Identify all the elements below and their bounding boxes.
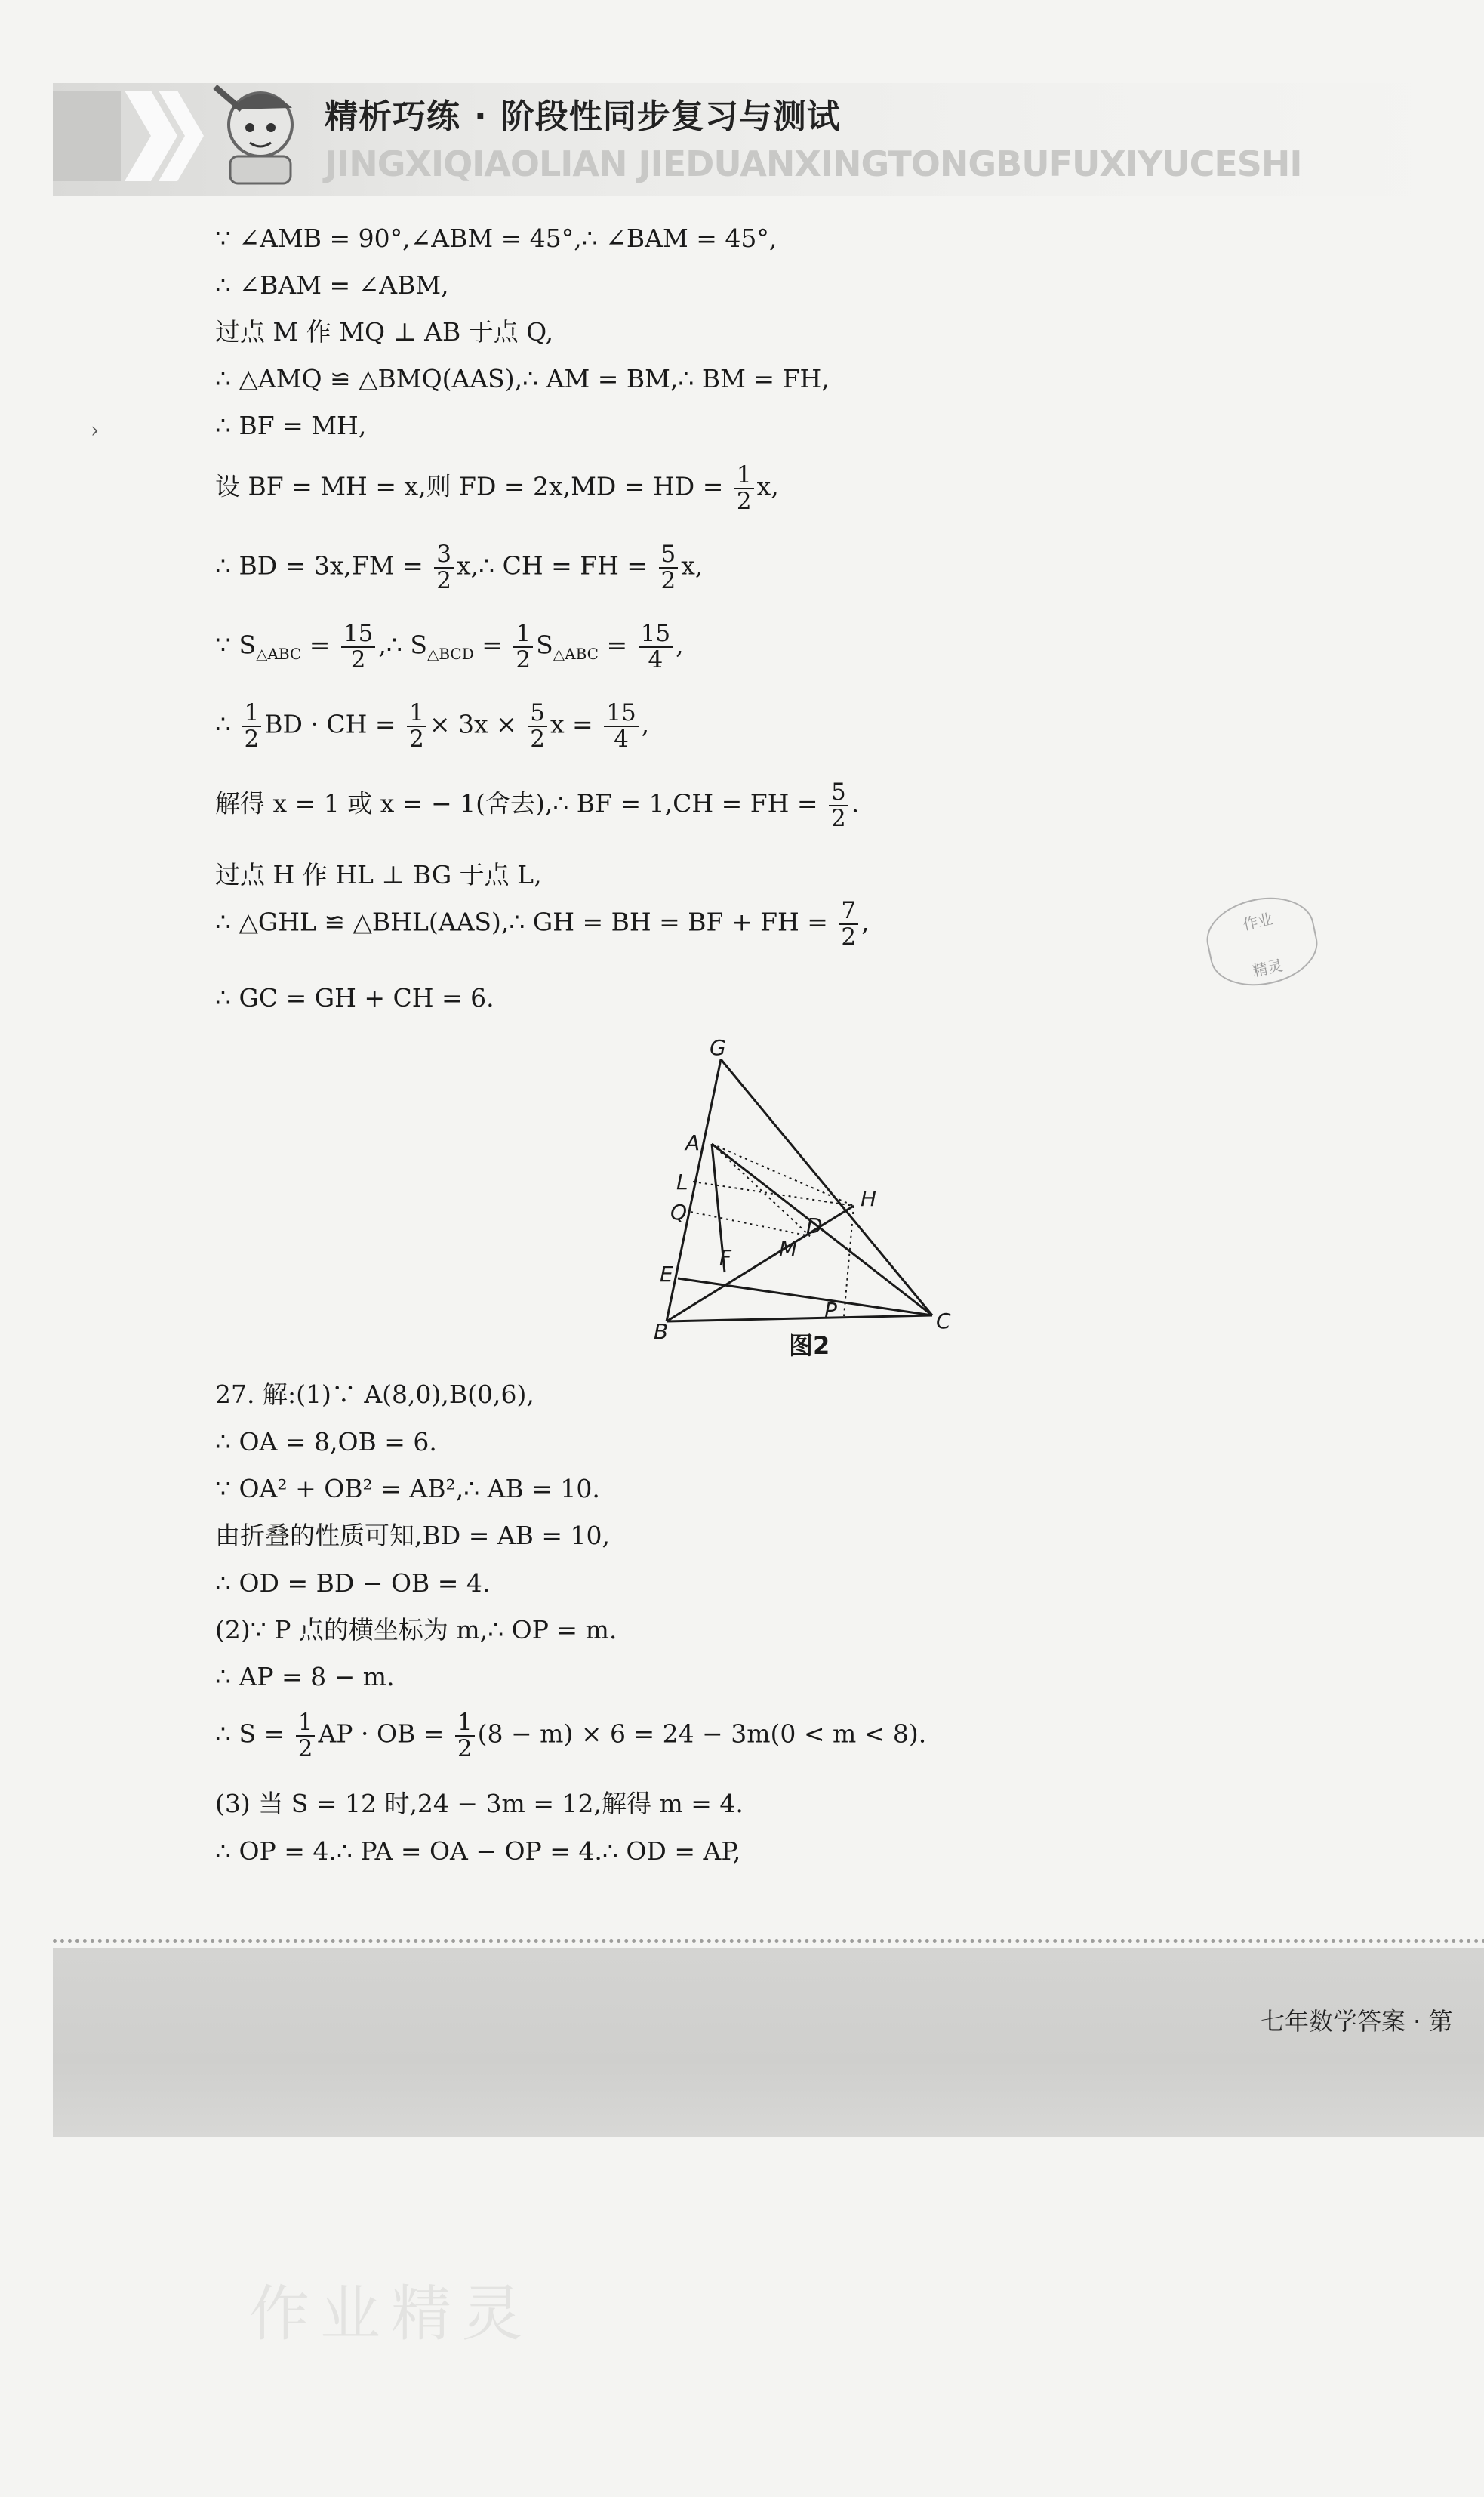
fraction-denominator: 2 bbox=[516, 646, 531, 674]
fraction-denominator: 2 bbox=[457, 1734, 473, 1762]
geometry-figure bbox=[649, 1031, 966, 1355]
dotted-AH bbox=[712, 1144, 854, 1206]
point-label-E: E bbox=[660, 1262, 673, 1287]
fraction bbox=[528, 701, 547, 751]
fraction-denominator: 2 bbox=[831, 804, 846, 832]
header-pinyin: JINGXIQIAOLIAN JIEDUANXINGTONGBUFUXIYUCESHI bbox=[325, 143, 1302, 184]
fraction-numerator: 15 bbox=[341, 621, 375, 648]
figure-caption: 图2 bbox=[789, 1331, 830, 1360]
segment-BC bbox=[667, 1315, 932, 1321]
text-segment: ,∴ S bbox=[378, 630, 427, 660]
solution-line bbox=[215, 621, 684, 672]
text-segment: = bbox=[598, 630, 628, 660]
text-segment: ∴ bbox=[215, 709, 231, 739]
solution-line: 27. 解:(1)∵ A(8,0),B(0,6), bbox=[215, 1380, 534, 1409]
fraction-numerator: 5 bbox=[659, 542, 679, 569]
point-label-G: G bbox=[710, 1035, 726, 1060]
fraction-numerator: 15 bbox=[639, 621, 673, 648]
text-segment: x, bbox=[756, 471, 779, 501]
text-segment: BD · CH = bbox=[264, 709, 396, 739]
margin-mark: › bbox=[91, 418, 100, 442]
solution-line: ∵ ∠AMB = 90°,∠ABM = 45°,∴ ∠BAM = 45°, bbox=[215, 223, 777, 253]
stamp-top-text: 作业 bbox=[1241, 909, 1275, 934]
point-label-A: A bbox=[685, 1130, 700, 1155]
fraction bbox=[242, 701, 262, 751]
fraction-numerator: 1 bbox=[242, 701, 262, 727]
fraction-numerator: 15 bbox=[604, 701, 638, 727]
fraction bbox=[407, 701, 426, 751]
text-segment: x, bbox=[681, 550, 704, 581]
point-label-L: L bbox=[676, 1170, 688, 1195]
text-segment: ∵ S bbox=[215, 630, 257, 660]
solution-line bbox=[215, 1710, 926, 1761]
fraction-numerator: 1 bbox=[296, 1710, 316, 1737]
solution-line: 由折叠的性质可知,BD = AB = 10, bbox=[215, 1521, 611, 1550]
fraction-denominator: 2 bbox=[530, 725, 545, 753]
fraction-denominator: 2 bbox=[409, 725, 424, 753]
fraction-numerator: 7 bbox=[839, 899, 858, 925]
text-segment: S bbox=[536, 630, 553, 660]
point-label-D: D bbox=[806, 1213, 823, 1238]
fraction bbox=[839, 899, 858, 949]
point-label-M: M bbox=[779, 1236, 798, 1261]
fraction-denominator: 2 bbox=[297, 1734, 313, 1762]
text-segment: . bbox=[851, 788, 860, 818]
fraction bbox=[659, 542, 679, 593]
fraction-numerator: 5 bbox=[829, 780, 848, 806]
header-title-right: 阶段性同步复习与测试 bbox=[500, 97, 841, 136]
fraction bbox=[604, 701, 638, 751]
solution-line bbox=[215, 463, 779, 513]
text-segment: ∴ △GHL ≌ △BHL(AAS),∴ GH = BH = BF + FH = bbox=[215, 907, 828, 937]
fraction-numerator: 1 bbox=[455, 1710, 475, 1737]
solution-line bbox=[215, 780, 859, 831]
chevron-decoration-icon bbox=[53, 83, 204, 189]
text-segment: × 3x × bbox=[429, 709, 517, 739]
text-segment: , bbox=[676, 630, 684, 660]
subscript: △ABC bbox=[553, 645, 599, 664]
fraction-denominator: 2 bbox=[841, 923, 857, 951]
fraction bbox=[639, 621, 673, 672]
text-segment: x = bbox=[550, 709, 593, 739]
text-segment: (8 − m) × 6 = 24 − 3m(0 < m < 8). bbox=[477, 1719, 927, 1749]
segment-EC bbox=[678, 1278, 932, 1315]
solution-line: ∴ △AMQ ≌ △BMQ(AAS),∴ AM = BM,∴ BM = FH, bbox=[215, 364, 830, 393]
solution-line: 过点 H 作 HL ⊥ BG 于点 L, bbox=[215, 860, 542, 889]
point-label-Q: Q bbox=[670, 1200, 688, 1225]
solution-line: ∴ BF = MH, bbox=[215, 411, 367, 440]
solution-line: (3) 当 S = 12 时,24 − 3m = 12,解得 m = 4. bbox=[215, 1789, 744, 1818]
fraction-denominator: 4 bbox=[648, 646, 663, 674]
mascot-icon bbox=[200, 64, 325, 189]
fraction-denominator: 2 bbox=[736, 487, 752, 515]
watermark: 作业精灵 bbox=[249, 2279, 533, 2349]
footer-page-label: 七年数学答案 · 第 bbox=[1261, 2007, 1453, 2036]
segment-GC bbox=[721, 1059, 932, 1315]
stamp-seal bbox=[1200, 888, 1325, 994]
solution-line: ∴ GC = GH + CH = 6. bbox=[215, 983, 494, 1013]
text-segment: x,∴ CH = FH = bbox=[456, 550, 648, 581]
fraction-numerator: 1 bbox=[407, 701, 426, 727]
solution-line: ∵ OA² + OB² = AB²,∴ AB = 10. bbox=[215, 1474, 600, 1503]
fraction bbox=[434, 542, 454, 593]
subscript: △ABC bbox=[256, 645, 302, 664]
fraction-denominator: 2 bbox=[660, 566, 676, 594]
point-label-B: B bbox=[654, 1319, 669, 1344]
footer-band bbox=[53, 1948, 1484, 2137]
fraction bbox=[296, 1710, 316, 1761]
solution-line: ∴ OD = BD − OB = 4. bbox=[215, 1568, 491, 1598]
solution-line: ∴ AP = 8 − m. bbox=[215, 1662, 395, 1691]
text-segment: = bbox=[473, 630, 503, 660]
fraction-numerator: 1 bbox=[734, 463, 754, 489]
point-label-C: C bbox=[936, 1309, 951, 1333]
fraction bbox=[455, 1710, 475, 1761]
dotted-AM bbox=[712, 1144, 810, 1236]
solution-line: ∴ OP = 4.∴ PA = OA − OP = 4.∴ OD = AP, bbox=[215, 1836, 741, 1866]
header-title-left: 精析巧练 bbox=[325, 97, 460, 136]
dotted-QM bbox=[691, 1212, 810, 1236]
segment-GB bbox=[667, 1059, 721, 1321]
subscript: △BCD bbox=[426, 645, 474, 664]
fraction-denominator: 2 bbox=[244, 725, 260, 753]
solution-line bbox=[215, 899, 870, 949]
fraction-numerator: 1 bbox=[513, 621, 533, 648]
fraction bbox=[341, 621, 375, 672]
text-segment: 解得 x = 1 或 x = − 1(舍去),∴ BF = 1,CH = FH = bbox=[215, 788, 818, 818]
fraction-denominator: 2 bbox=[436, 566, 451, 594]
text-segment: 设 BF = MH = x,则 FD = 2x,MD = HD = bbox=[215, 471, 724, 501]
solution-line: 过点 M 作 MQ ⊥ AB 于点 Q, bbox=[215, 317, 554, 347]
text-segment: = bbox=[301, 630, 331, 660]
text-segment: ∴ BD = 3x,FM = bbox=[215, 550, 423, 581]
text-segment: , bbox=[641, 709, 650, 739]
fraction-denominator: 2 bbox=[350, 646, 366, 674]
header-title bbox=[325, 89, 841, 137]
stamp-bottom-text: 精灵 bbox=[1251, 956, 1285, 981]
dotted-HP bbox=[844, 1206, 854, 1316]
fraction bbox=[734, 463, 754, 513]
fraction bbox=[513, 621, 533, 672]
fraction bbox=[829, 780, 848, 831]
text-segment: ∴ S = bbox=[215, 1719, 285, 1749]
solution-line: ∴ OA = 8,OB = 6. bbox=[215, 1427, 437, 1457]
solution-line bbox=[215, 701, 649, 751]
solution-line bbox=[215, 542, 703, 593]
solution-line: (2)∵ P 点的横坐标为 m,∴ OP = m. bbox=[215, 1615, 617, 1645]
fraction-denominator: 4 bbox=[614, 725, 629, 753]
fraction-numerator: 5 bbox=[528, 701, 547, 727]
point-label-H: H bbox=[861, 1186, 877, 1211]
fraction-numerator: 3 bbox=[434, 542, 454, 569]
text-segment: AP · OB = bbox=[318, 1719, 445, 1749]
footer-divider bbox=[53, 1939, 1484, 1947]
point-label-F: F bbox=[719, 1245, 732, 1270]
solution-line: ∴ ∠BAM = ∠ABM, bbox=[215, 270, 449, 300]
header-dot: · bbox=[474, 97, 488, 136]
point-label-P: P bbox=[824, 1298, 837, 1323]
text-segment: , bbox=[861, 907, 870, 937]
